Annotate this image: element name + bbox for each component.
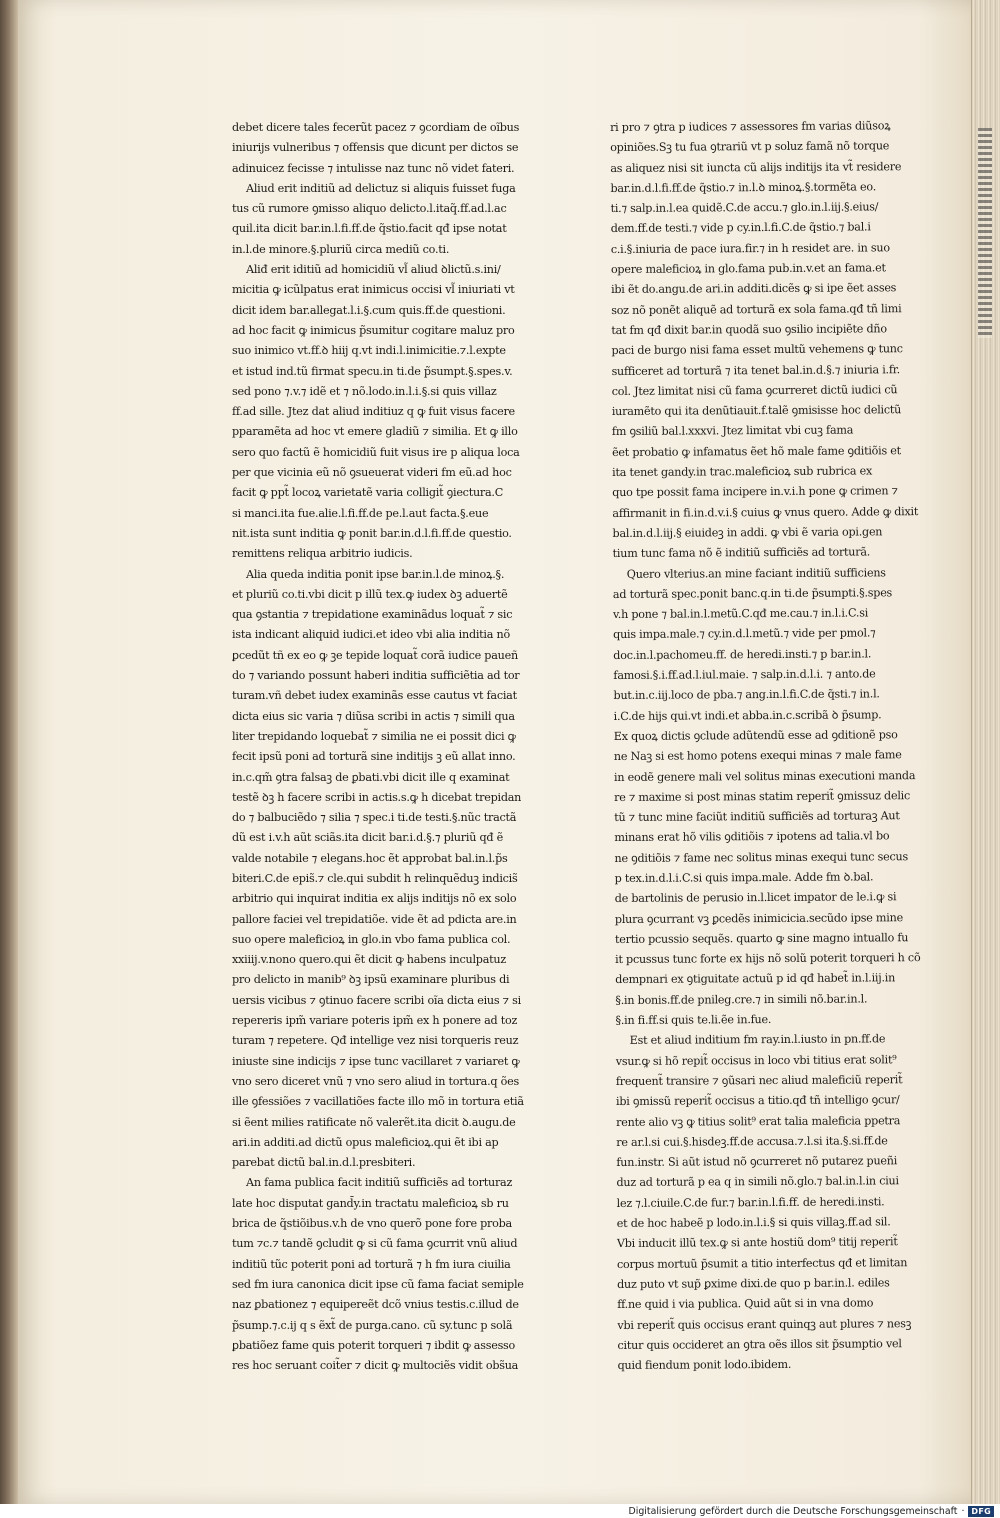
text-line: iuramẽto qui ita denũtiauit.f.talẽ ꝯmisisse hoc delictũ	[611, 403, 902, 419]
text-line: naz ꝑbationez ⁊ equipereẽt dcõ vnius testis.c.illud de	[232, 1298, 519, 1312]
page-marker-strip	[978, 128, 992, 338]
text-line: i.C.de hijs qui.vt indi.et abba.in.c.scribã ꝺ p̃sump.	[613, 707, 882, 723]
text-line: lez ⁊.l.ciuile.C.de fur.⁊ bar.in.l.fi.ff. de heredi.insti.	[616, 1195, 885, 1210]
text-line: ad hoc facit ꝙ inimicus p̃sumitur cogitare maluz pro	[232, 323, 515, 337]
text-line: inditiũ tũc poterit poni ad torturã ⁊ h fm iura ciuilia	[232, 1257, 511, 1271]
text-line: citur quis occideret an ꝯtra oẽs illos sit p̃sumptio vel	[617, 1337, 902, 1352]
text-line: vsur.ꝙ si hõ repit̃ occisus in loco vbi titius erat solit⁹	[615, 1052, 897, 1068]
text-line: paci de burgo nisi fama esset multũ vehemens ꝙ tunc	[611, 342, 903, 358]
book-page	[18, 0, 976, 1504]
text-line: arbitrio qui inquirat inditia ex alijs inditijs nõ ex solo	[232, 892, 517, 906]
text-line: per que vicinia eũ nõ ꝯsueuerat videri fm eũ.ad hoc	[232, 466, 512, 480]
text-line: valde notabile ⁊ elegans.hoc ẽt approbat bal.in.l.p̃s	[232, 851, 508, 865]
footer-credit-bar	[0, 1504, 1000, 1518]
text-line: re ar.l.si cui.§.hisdeꝫ.ff.de accusa.⁊.l.si ita.§.si.ff.de	[616, 1134, 888, 1149]
text-line: adinuicez fecisse ⁊ intulisse naz tunc nõ videt fateri.	[232, 161, 515, 175]
text-line: Aliđ erit iditiũ ad homicidiũ vl̃ aliud ꝺlictũ.s.ini/	[246, 263, 501, 277]
credit-separator: ·	[961, 1505, 965, 1517]
text-line: dicit idem bar.allegat.l.i.§.cum quis.ff.de questioni.	[232, 303, 506, 317]
text-line: §.in fi.ff.si quis te.li.ẽe in.fue.	[615, 1013, 772, 1028]
text-line: do ⁊ balbuciẽdo ⁊ silia ⁊ spec.i ti.de testi.§.nũc tractã	[232, 811, 517, 825]
text-line: iniuste sine indicijs ⁊ ipse tunc vacillaret ⁊ variaret ꝙ	[232, 1054, 520, 1068]
text-line: si ẽent milies ratificate nõ valerẽt.ita dicit ꝺ.augu.de	[232, 1115, 516, 1129]
text-line: minans erat hõ vilis ꝯditiõis ⁊ ipotens ad talia.vl bo	[614, 829, 890, 845]
text-column-right	[610, 116, 928, 1376]
text-column-left	[232, 118, 538, 1376]
text-line: ne Naꝫ si est homo potens exequi minas ⁊ male fame	[613, 748, 902, 764]
text-line: p̃sump.⁊.c.ij q s ẽxt̃ de purga.cano. cũ sy.tunc p solã	[232, 1318, 513, 1332]
text-line: ff.ad sille. Jtez dat aliud inditiuz q ꝙ fuit visus facere	[232, 405, 515, 419]
text-line: dempnari ex ꝯtiguitate actuũ p id qđ habet̃ in.l.iij.in	[615, 971, 896, 987]
text-line: Aliud erit inditiũ ad delictuz si aliquis fuisset fuga	[246, 181, 516, 195]
text-line: fecit ipsũ poni ad torturã sine inditijs ꝫ eũ allat inno.	[232, 750, 516, 764]
text-line: tat fm qđ dixit bar.in quodã suo ꝯsilio incipiẽte dño	[611, 322, 887, 337]
text-line: in eodẽ genere mali vel solitus minas executioni manda	[613, 768, 916, 784]
text-line: dũ est i.v.h aũt sciãs.ita dicit bar.i.d.§.⁊ pluriũ qđ ẽ	[232, 831, 503, 845]
text-line: si manci.ita fue.alie.l.fi.ff.de pe.l.aut facta.§.eue	[232, 506, 489, 520]
text-line: tus cũ rumore ꝯmisso aliquo delicto.l.itaq̃.ff.ad.l.ac	[232, 202, 507, 216]
text-line: ad torturã spec.ponit banc.q.in ti.de p̃sumpti.§.spes	[612, 586, 893, 601]
text-line: p tex.in.d.l.i.C.si quis impa.male. Adde fm ꝺ.bal.	[614, 870, 874, 885]
text-line: nit.ista sunt inditia ꝙ ponit bar.in.d.l.fi.ff.de questio.	[232, 526, 512, 540]
text-line: res hoc seruant coit̃er ⁊ dicit ꝙ multociẽs vidit obs̃ua	[232, 1359, 519, 1373]
text-line: quil.ita dicit bar.in.l.fi.ff.de q̃stio.facit qđ ipse notat	[232, 222, 507, 236]
text-line: soz nõ ponẽt aliquẽ ad torturã ex sola fama.qđ tñ limi	[611, 301, 902, 317]
text-line: corpus mortuũ p̃sumit a titio interfectus qđ et limitan	[616, 1255, 908, 1271]
text-line: in.c.qm̃ ꝯtra falsaꝫ de ꝑbati.vbi dicit ille q examinat	[232, 770, 510, 784]
text-line: et de hoc habeẽ p lodo.in.l.i.§ si quis villaꝫ.ff.ad sil.	[616, 1215, 891, 1231]
text-line: ne ꝯditiõis ⁊ fame nec solitus minas exequi tunc secus	[614, 849, 908, 865]
page-stack-edge	[971, 0, 1000, 1504]
text-line: vbi reperit̃ quis occisus erant quinqꝫ aut plures ⁊ nesꝫ	[617, 1316, 912, 1332]
text-line: as aliquez nisi sit iuncta cũ alijs inditijs ita vt̃ residere	[610, 159, 902, 175]
text-line: §.in bonis.ff.de pnileg.cre.⁊ in simili nõ.bar.in.l.	[615, 992, 868, 1007]
text-line: quid fiendum ponit lodo.ibidem.	[617, 1358, 792, 1373]
text-line: ita tenet gandy.in trac.maleficioꝝ sub rubrica ex	[612, 464, 873, 480]
text-line: remittens reliqua arbitrio iudicis.	[232, 547, 413, 561]
text-line: opere maleficioꝝ in glo.fama pub.in.v.et an fama.et	[610, 261, 886, 277]
text-line: An fama publica facit inditiũ sufficiẽs ad torturaz	[246, 1176, 513, 1190]
text-line: re ⁊ maxime si post minas statim reperit̃ ꝯmissuz delic	[614, 788, 911, 804]
text-line: Ex quoꝝ dictis ꝯclude adũtendũ esse ad ꝯditionẽ pso	[613, 728, 898, 743]
text-line: v.h pone ⁊ bal.in.l.metũ.C.qđ me.cau.⁊ in.l.i.C.si	[612, 606, 869, 622]
text-line: tum ⁊c.⁊ tandẽ ꝯcludit ꝙ si cũ fama ꝯcurrit vnũ aliud	[232, 1237, 518, 1251]
text-line: frequent̃ transire ⁊ ꝯũsari nec aliud maleficiũ reperit̃	[615, 1073, 903, 1088]
text-line: bal.in.d.l.iij.§ eiuideꝫ in addi. ꝙ vbi ẽ varia opi.gen	[612, 525, 883, 540]
text-line: uersis vicibus ⁊ ꝯtinuo facere scribi oĩa dicta eius ⁊ si	[232, 993, 521, 1007]
text-line: famosi.§.i.ff.ad.l.iul.maie. ⁊ salp.in.d.l.i. ⁊ anto.de	[613, 667, 876, 683]
text-line: ista indicant aliquid iudici.et ideo vbi alia inditia nõ	[232, 628, 510, 642]
text-line: but.in.c.iij.loco de pba.⁊ ang.in.l.fi.C.de q̃sti.⁊ in.l.	[613, 687, 880, 703]
text-line: sero quo factũ ẽ homicidiũ fuit visus ire p aliqua loca	[232, 445, 520, 459]
text-line: et istud ind.tũ firmat specu.in ti.de p̃sumpt.§.spes.v.	[232, 364, 513, 378]
text-line: pparamẽta ad hoc vt emere gladiũ ⁊ similia. Et ꝙ illo	[232, 425, 518, 439]
text-line: quis impa.male.⁊ cy.in.d.l.metũ.⁊ vide per pmol.⁊	[613, 626, 876, 642]
text-line: sed fm iura canonica dicit ipse cũ fama faciat semiple	[232, 1277, 524, 1291]
text-line: biteri.C.de epis̃.⁊ cle.qui subdit h relinquẽduꝫ indicis̃	[232, 871, 518, 885]
text-line: facit ꝙ ppt̃ locoꝝ varietatẽ varia colligit̃ ꝯiectura.C	[232, 486, 504, 500]
text-line: pallore faciei vel trepidatiõe. vide ẽt ad pdicta are.in	[232, 912, 517, 926]
text-line: testẽ ꝺꝫ h facere scribi in actis.s.ꝙ h dicebat trepidan	[232, 790, 522, 804]
text-line: et pluriũ co.ti.vbi dicit p illũ tex.ꝙ iudex ꝺꝫ aduertẽ	[232, 587, 508, 601]
text-line: sufficeret ad torturã ⁊ ita tenet bal.in.d.§.⁊ iniuria i.fr.	[611, 362, 900, 378]
text-line: duz puto vt sup̃ ꝑxime dixi.de quo p bar.in.l. ediles	[617, 1276, 890, 1291]
text-line: rente alio vꝫ ꝙ titius solit⁹ erat talia maleficia ppetra	[616, 1113, 901, 1129]
text-line: tium tunc fama nõ ẽ inditiũ sufficiẽs ad torturã.	[612, 545, 871, 561]
text-line: tertio pcussio sequẽs. quarto ꝙ sine magno intuallo fu	[614, 931, 909, 946]
text-line: micitia ꝙ icũlpatus erat inimicus occisi vl̃ iniuriati vt	[232, 283, 515, 297]
text-line: ẽet probatio ꝙ infamatus ẽet hõ male fame ꝯditiõis et	[612, 443, 901, 459]
text-line: debet dicere tales fecerũt pacez ⁊ ꝯcordiam de oĩbus	[232, 121, 520, 134]
text-line: do ⁊ variando possunt haberi inditia sufficiẽtia ad tor	[232, 669, 520, 683]
text-line: bar.in.d.l.fi.ff.de q̃stio.⁊ in.l.ꝺ minoꝝ.§.tormẽta eo.	[610, 180, 877, 195]
text-line: plura ꝯcurrant vꝫ ꝑcedẽs inimicicia.secũdo ipse mine	[614, 910, 903, 926]
text-line: doc.in.l.pachomeu.ff. de heredi.insti.⁊ p bar.in.l.	[613, 647, 872, 662]
text-line: ibi ẽt do.angu.de ari.in additi.dicẽs ꝙ si ipe ẽet asses	[611, 281, 897, 297]
text-line: ꝑbatiõez fame quis poterit torqueri ⁊ ibdit ꝙ assesso	[232, 1338, 516, 1352]
text-line: Quero vlterius.an mine faciant inditiũ sufficiens	[626, 565, 886, 581]
text-line: Alia queda inditia ponit ipse bar.in.l.de minoꝝ.§.	[246, 567, 505, 581]
text-line: ille ꝯfessiões ⁊ vacillatiões facte illo mõ in tortura etiã	[232, 1095, 524, 1109]
text-line: ri pro ⁊ ꝯtra p iudices ⁊ assessores fm varias diũsoꝝ	[610, 119, 891, 134]
text-line: fm ꝯsiliũ bal.l.xxxvi. Jtez limitat vbi cuꝫ fama	[611, 423, 854, 439]
text-line: dicta eius sic varia ⁊ diũsa scribi in actis ⁊ simili̾ qua	[232, 709, 515, 723]
text-line: liter trepidando loquebat̃ ⁊ similia ne ei possit dici ꝙ	[232, 729, 516, 743]
text-line: ibi ꝯmissũ reperit̃ occisus a titio.qđ tñ intelligo ꝯcur/	[615, 1093, 900, 1109]
text-line: it pcussus tunc forte ex hijs nõ solũ poterit torqueri h cõ	[615, 951, 921, 967]
text-line: dem.ff.de testi.⁊ vide p cy.in.l.fi.C.de q̃stio.⁊ bal.i	[610, 220, 871, 236]
text-line: col. Jtez limitat nisi cũ fama ꝯcurreret dictũ iudici cũ	[611, 383, 898, 398]
text-line: in.l.de minore.§.pluriũ circa mediũ co.ti.	[232, 242, 450, 256]
text-line: suo inimico vt.ff.ꝺ hiij q.vt indi.l.inimicitie.⁊.l.expte	[232, 344, 506, 358]
text-line: qua ꝯstantia ⁊ trepidatione examinãdus loquat̃ ⁊ sic	[232, 608, 513, 622]
text-line: Vbi inducit illũ tex.ꝙ si ante hostiũ dom⁹ titij reperit̃	[616, 1235, 898, 1251]
text-line: de bartolinis de perusio in.l.licet impator de le.i.ꝙ si	[614, 890, 897, 906]
text-line: fun.instr. Si aũt istud nõ ꝯcurreret nõ putarez pueñi	[616, 1154, 898, 1170]
text-line: opiniões.Sꝫ tu fua ꝯtrariũ vt p soluz famã nõ torque	[610, 139, 890, 155]
funding-credit: Digitalisierung gefördert durch die Deutsche Forschungsgemeinschaft	[628, 1505, 958, 1517]
text-line: sed pono ⁊.v.⁊ idẽ et ⁊ nõ.lodo.in.l.i.§.si quis villaz	[232, 384, 497, 398]
text-line: quo tpe possit fama incipere in.v.i.h pone ꝙ crimen ⁊	[612, 484, 898, 500]
text-line: Est et aliud inditium fm ray.in.l.iusto in pn.ff.de	[629, 1032, 886, 1048]
text-line: vno sero diceret vnũ ⁊ vno sero aliud in tortura.q ões	[232, 1074, 519, 1088]
text-line: parebat dictũ bal.in.d.l.presbiteri.	[232, 1156, 416, 1170]
text-line: duz ad torturã p ea q in simili nõ.glo.⁊ bal.in.l.in ciui	[616, 1174, 899, 1190]
text-line: brica de q̃stiõibus.v.h de vno querõ pone fore proba	[232, 1217, 512, 1231]
text-line: iniurijs vulneribus ⁊ offensis que dicunt per dictos se	[232, 141, 519, 155]
text-line: ff.ne quid i via publica. Quid aũt si in vna domo	[617, 1296, 874, 1312]
text-line: affirmanit in fi.in.d.v.i.§ cuius ꝙ vnus quero. Adde ꝙ dixit	[612, 504, 919, 520]
text-line: ari.in additi.ad dictũ opus maleficioꝝ.qui ẽt ibi ap	[232, 1135, 499, 1149]
text-line: turam ⁊ repetere. Qđ intellige vez nisi torqueris reuz	[232, 1034, 519, 1048]
dfg-logo[interactable]: DFG	[968, 1506, 994, 1517]
text-line: suo opere maleficioꝝ in glo.in vbo fama publica col.	[232, 932, 511, 946]
text-line: c.i.§.iniuria de pace iura.fir.⁊ in h residet are. in suo	[610, 241, 890, 256]
text-line: repereris ipm̃ variare poteris ipm̃ ex h ponere ad toz	[232, 1014, 518, 1028]
text-line: tũ ⁊ tunc mine faciũt inditiũ sufficiẽs ad torturaꝫ Aut	[614, 809, 900, 825]
text-line: turam.vñ debet iudex examinãs esse cautus vt faciat	[232, 689, 517, 703]
text-line: ꝑcedũt tñ ex eo ꝙ ꝫe tepide loquat̃ corã iudice paueñ	[232, 648, 518, 662]
text-line: pro delicto in manib⁹ ꝺꝫ ipsũ examinare pluribus di	[232, 973, 510, 987]
text-line: late hoc disputat gand̄y.in tractatu maleficioꝝ sb ru	[232, 1196, 509, 1210]
text-line: ti.⁊ salp.in.l.ea quidẽ.C.de accu.⁊ glo.in.l.iij.§.eius/	[610, 200, 879, 216]
text-line: xxiiij.v.nono quero.qui ẽt dicit ꝙ habens inculpatuz	[232, 953, 506, 967]
